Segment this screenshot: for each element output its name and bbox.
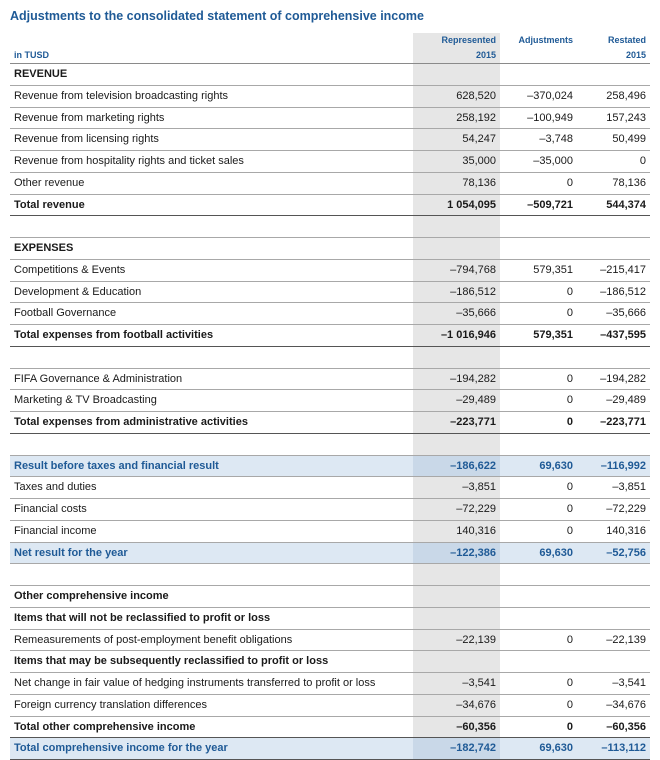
total-row-football: Total expenses from football activities –1 016,946 579,351 –437,595 <box>10 325 650 347</box>
table-row: Football Governance –35,666 0 –35,666 <box>10 303 650 325</box>
total-row-revenue: Total revenue 1 054,095 –509,721 544,374 <box>10 194 650 216</box>
table-row: Remeasurements of post-employment benefit obligations –22,139 0 –22,139 <box>10 629 650 651</box>
table-row: Revenue from licensing rights 54,247 –3,748 50,499 <box>10 129 650 151</box>
header-row-years <box>10 48 650 64</box>
section-heading-revenue: REVENUE <box>10 64 650 86</box>
total-row-admin: Total expenses from administrative activities –223,771 0 –223,771 <box>10 412 650 434</box>
table-row: Marketing & TV Broadcasting –29,489 0 –29,489 <box>10 390 650 412</box>
spacer-row <box>10 564 650 586</box>
header-row <box>10 33 650 48</box>
net-result-row: Net result for the year –122,386 69,630 –52,756 <box>10 542 650 564</box>
column-header-represented: Represented <box>413 33 500 48</box>
table-row: Development & Education –186,512 0 –186,512 <box>10 281 650 303</box>
table-row: Revenue from hospitality rights and ticket sales 35,000 –35,000 0 <box>10 151 650 173</box>
table-row: Taxes and duties –3,851 0 –3,851 <box>10 477 650 499</box>
spacer-row <box>10 433 650 455</box>
table-row: Other revenue 78,136 0 78,136 <box>10 172 650 194</box>
spacer-row <box>10 346 650 368</box>
table-row: Revenue from marketing rights 258,192 –100,949 157,243 <box>10 107 650 129</box>
total-row-oci: Total other comprehensive income –60,356 0 –60,356 <box>10 716 650 738</box>
table-row: Foreign currency translation differences –34,676 0 –34,676 <box>10 694 650 716</box>
table-row: Revenue from television broadcasting rights 628,520 –370,024 258,496 <box>10 85 650 107</box>
section-heading-oci: Other comprehensive income <box>10 586 650 608</box>
table-row: FIFA Governance & Administration –194,282 0 –194,282 <box>10 368 650 390</box>
year-restated: 2015 <box>577 48 650 64</box>
spacer-row <box>10 216 650 238</box>
document-title: Adjustments to the consolidated statement of comprehensive income <box>10 9 424 23</box>
column-header-adjustments: Adjustments <box>518 35 573 45</box>
section-heading-expenses: EXPENSES <box>10 238 650 260</box>
table-row: Financial costs –72,229 0 –72,229 <box>10 499 650 521</box>
year-represented: 2015 <box>413 48 500 64</box>
subsection-heading-reclassified: Items that may be subsequently reclassified to profit or loss <box>10 651 650 673</box>
subsection-heading-not-reclassified: Items that will not be reclassified to profit or loss <box>10 607 650 629</box>
financial-table <box>10 33 650 760</box>
table-row: Net change in fair value of hedging instruments transferred to profit or loss –3,541 0 –3,541 <box>10 673 650 695</box>
result-before-taxes-row: Result before taxes and financial result –186,622 69,630 –116,992 <box>10 455 650 477</box>
total-comprehensive-income-row: Total comprehensive income for the year –182,742 69,630 –113,112 <box>10 738 650 760</box>
column-header-restated: Restated <box>607 35 646 45</box>
table-row: Competitions & Events –794,768 579,351 –215,417 <box>10 259 650 281</box>
table-row: Financial income 140,316 0 140,316 <box>10 520 650 542</box>
unit-label: in TUSD <box>10 48 413 64</box>
